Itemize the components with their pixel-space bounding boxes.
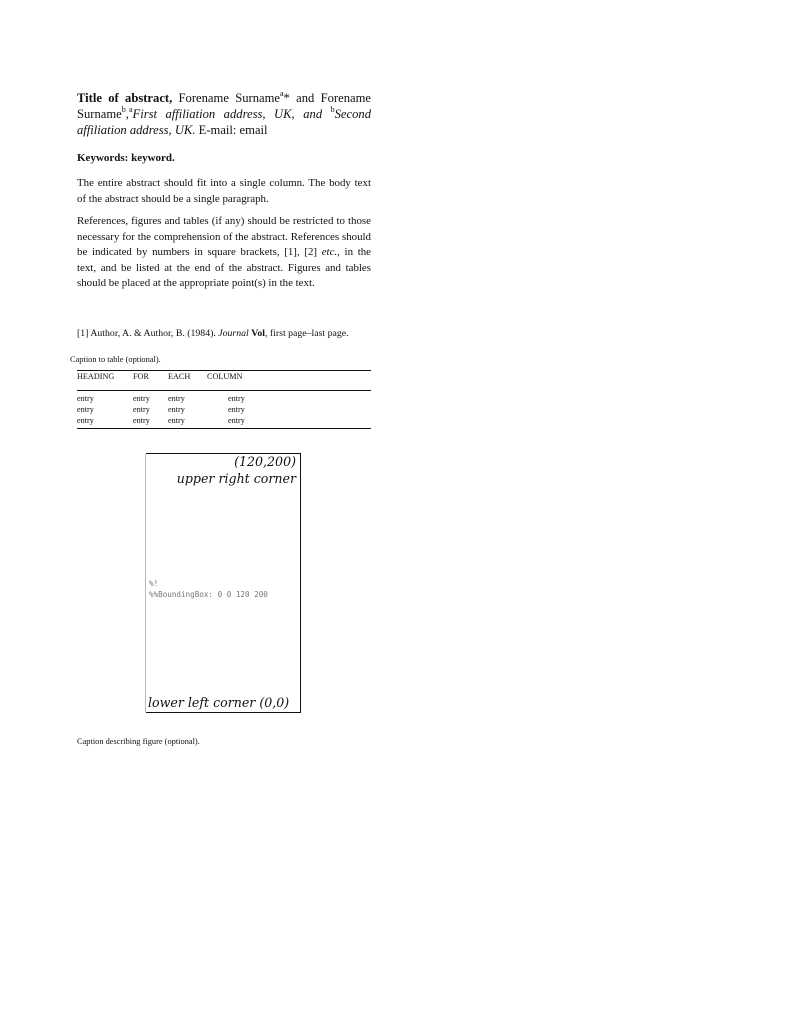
table-bottom-rule bbox=[77, 428, 371, 429]
body-paragraph-2 bbox=[77, 214, 371, 292]
table-header-cell: FOR bbox=[133, 372, 149, 381]
email-line: E-mail: email bbox=[198, 123, 268, 138]
author-conjunction: and bbox=[296, 91, 315, 105]
table-header-cell: EACH bbox=[168, 372, 191, 381]
figure-postscript-code bbox=[149, 578, 268, 601]
author-1: Forename Surname bbox=[178, 91, 280, 105]
reference-journal: Journal bbox=[218, 328, 249, 339]
table-cell: entry bbox=[228, 394, 245, 403]
figure-upper-text: upper right corner bbox=[176, 470, 296, 486]
author-1-affiliation-mark: a bbox=[279, 88, 284, 98]
table-cell: entry bbox=[133, 394, 150, 403]
corresponding-author-mark: * bbox=[283, 91, 290, 105]
table-header-cell: COLUMN bbox=[207, 372, 243, 381]
table-cell: entry bbox=[133, 405, 150, 414]
body-paragraph-2-part-1: References, figures and tables (if any) should be restricted to those necessary for the comprehension of the abstract. References should be indicated by numbers in square brackets, [1], [2] bbox=[77, 215, 371, 259]
body-paragraph-2-part-2: , in the text, and be listed at the end of the abstract. Figures and tables should be placed at the appropriate point(s) in the text. bbox=[77, 246, 371, 290]
abstract-title: Title of abstract, bbox=[77, 91, 173, 105]
figure-caption: Caption describing figure (optional). bbox=[77, 737, 200, 746]
affiliation-2: Second affiliation address, UK. bbox=[77, 107, 371, 138]
figure-code-line: %! bbox=[149, 579, 159, 588]
reference-volume: Vol bbox=[251, 328, 266, 339]
affiliation-2-mark: b bbox=[330, 105, 335, 115]
author-2-affiliation-mark: b bbox=[121, 105, 126, 115]
figure-left-edge bbox=[145, 454, 146, 712]
affiliation-1-mark: a bbox=[128, 105, 133, 115]
figure-bounding-box bbox=[146, 453, 301, 713]
reference-pages: , first page–last page. bbox=[265, 328, 349, 339]
author-separator: , bbox=[125, 107, 129, 122]
table-cell: entry bbox=[228, 416, 245, 425]
figure-lower-left-label: lower left corner (0,0) bbox=[148, 695, 290, 710]
reference-authors-year: [1] Author, A. & Author, B. (1984). bbox=[77, 328, 216, 339]
abstract-title-block bbox=[77, 90, 371, 139]
keywords: Keywords: keyword. bbox=[77, 152, 175, 164]
etc-text: etc. bbox=[321, 246, 338, 259]
table-cell: entry bbox=[77, 405, 94, 414]
table-cell: entry bbox=[168, 394, 185, 403]
table-header-cell: HEADING bbox=[77, 372, 115, 381]
affiliation-conjunction: and bbox=[303, 107, 323, 122]
figure-code-line: %%BoundingBox: 0 0 120 200 bbox=[149, 590, 268, 600]
affiliation-1: First affiliation address, UK, bbox=[132, 107, 295, 122]
table-cell: entry bbox=[77, 416, 94, 425]
table-cell: entry bbox=[168, 405, 185, 414]
table-cell: entry bbox=[168, 416, 185, 425]
author-2: Forename Surname bbox=[77, 91, 371, 122]
figure-upper-coords: (120,200) bbox=[234, 454, 296, 469]
table-header-rule bbox=[77, 390, 371, 391]
body-paragraph-1: The entire abstract should fit into a single column. The body text of the abstract should be a single paragraph. bbox=[77, 177, 371, 205]
table-cell: entry bbox=[133, 416, 150, 425]
table-caption: Caption to table (optional). bbox=[70, 355, 161, 364]
reference-1 bbox=[77, 327, 371, 340]
figure-upper-right-label bbox=[177, 454, 296, 487]
table-cell: entry bbox=[228, 405, 245, 414]
table-cell: entry bbox=[77, 394, 94, 403]
